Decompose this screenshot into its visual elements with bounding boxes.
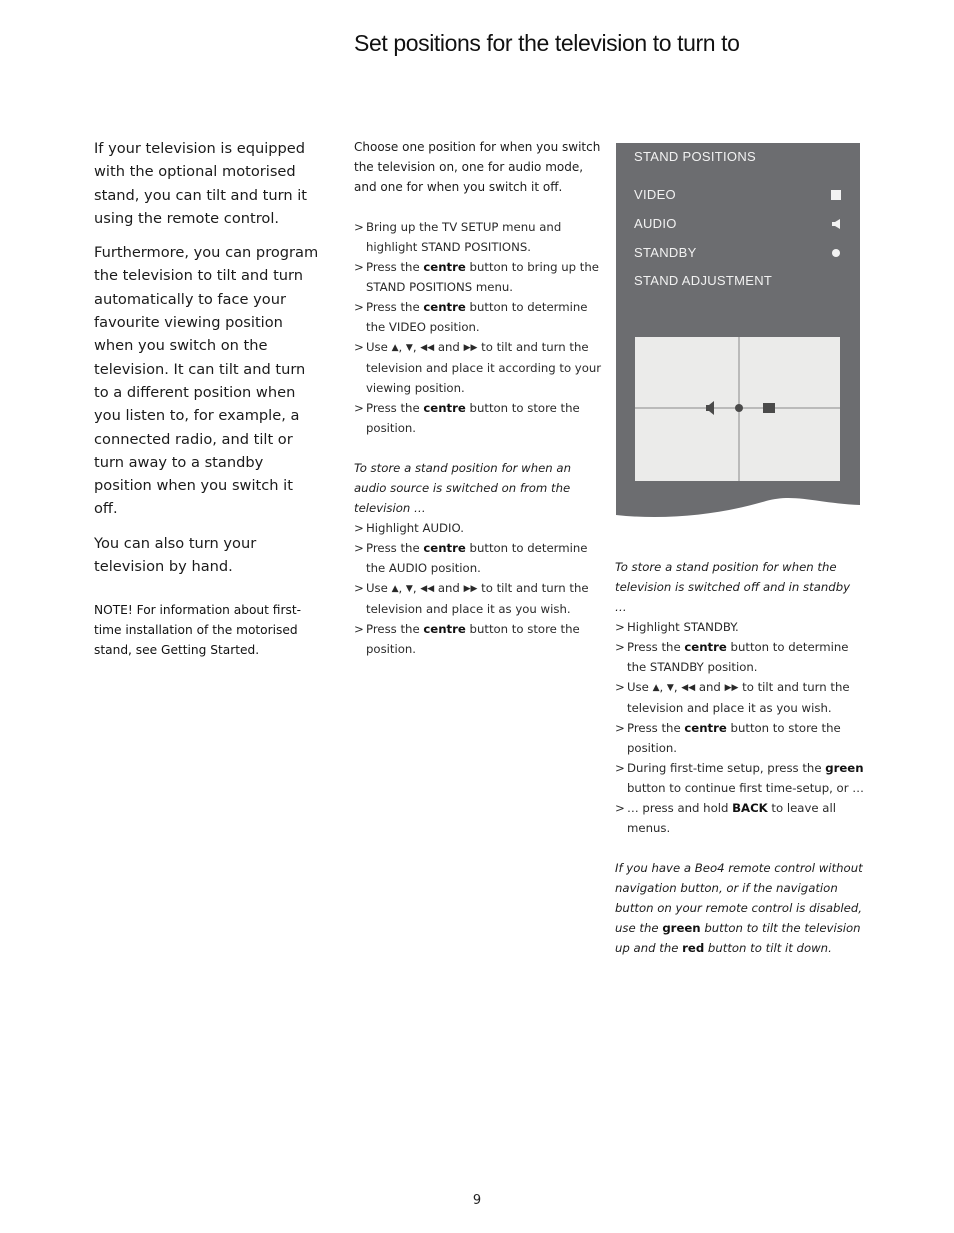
- menu-item-stand-adjustment[interactable]: [634, 273, 842, 293]
- step-text: Press the: [366, 541, 424, 555]
- list-item: > Use ▲, ▼, ◀◀ and ▶▶ to tilt and turn the television and place it as you wish.: [354, 578, 604, 619]
- button-name: centre: [423, 260, 466, 274]
- list-item: [354, 619, 604, 659]
- step-text: Use: [627, 680, 649, 694]
- note-text: button to tilt it down.: [704, 941, 832, 955]
- step-text: Press the: [366, 622, 424, 636]
- step-text: button to bring up the STAND POSITIONS menu.: [366, 260, 599, 294]
- button-name: centre: [423, 401, 466, 415]
- dot-icon: [830, 247, 842, 262]
- arrow-up-icon: ▲: [391, 343, 399, 353]
- step-text: to tilt and turn the television and place it according to your viewing position.: [366, 340, 602, 395]
- note-text: button to tilt the television up and the: [615, 921, 861, 955]
- step-text: Press the: [366, 260, 424, 274]
- step-text: to tilt and turn the television and place it as you wish.: [627, 680, 850, 715]
- step-text: button to determine the VIDEO position.: [366, 300, 588, 334]
- list-item: [615, 637, 865, 677]
- list-item: [615, 798, 865, 838]
- standby-heading: To store a stand position for when the television is switched off and in standby …: [615, 560, 851, 614]
- menu-item-label: STAND ADJUSTMENT: [634, 273, 773, 288]
- step-text: Bring up the TV SETUP menu and highlight STAND POSITIONS.: [366, 220, 562, 254]
- page-number: 9: [472, 1193, 482, 1208]
- step-text: … press and hold: [627, 801, 733, 815]
- audio-steps-list: [354, 518, 604, 659]
- step-text: to leave all menus.: [627, 801, 836, 835]
- step-text: and: [698, 680, 721, 694]
- intro-column: [94, 137, 320, 660]
- menu-item-label: STANDBY: [634, 245, 697, 260]
- button-name: centre: [684, 640, 727, 654]
- video-steps-list: [354, 217, 604, 438]
- beo4-note: [615, 858, 865, 958]
- arrow-down-icon: ▼: [405, 343, 413, 353]
- step-text: Press the: [366, 401, 424, 415]
- menu-item-label: VIDEO: [634, 187, 676, 202]
- step-text: button to determine the AUDIO position.: [366, 541, 588, 575]
- button-name: green: [825, 761, 864, 775]
- list-item: > Use ▲, ▼, ◀◀ and ▶▶ to tilt and turn the television and place it according to your viewing position.: [354, 337, 604, 398]
- square-icon: [830, 189, 842, 204]
- step-text: During first-time setup, press the: [627, 761, 826, 775]
- arrow-down-icon: ▼: [666, 683, 674, 693]
- list-item: [615, 617, 865, 637]
- forward-icon: ▶▶: [463, 584, 478, 594]
- list-item: [354, 398, 604, 438]
- list-item: [354, 297, 604, 337]
- installation-note: NOTE! For information about first-time installation of the motorised stand, see Getting Started.: [94, 603, 301, 658]
- button-name: red: [682, 941, 705, 955]
- arrow-up-icon: ▲: [391, 584, 399, 594]
- intro-paragraph-2: Furthermore, you can program the television to tilt and turn automatically to face your favourite viewing position when you switch on the television. It can tilt and turn to a different position when you listen to, for example, a connected radio, and tilt or turn away to a standby position when you switch it off.: [94, 244, 319, 518]
- standby-steps-list: [615, 617, 865, 838]
- menu-item-label: AUDIO: [634, 216, 677, 231]
- list-item: [354, 518, 604, 538]
- step-text: Highlight AUDIO.: [366, 521, 464, 535]
- button-name: BACK: [732, 801, 768, 815]
- position-field: [635, 337, 840, 481]
- step-text: Use: [366, 581, 388, 595]
- list-item: > Use ▲, ▼, ◀◀ and ▶▶ to tilt and turn the television and place it as you wish.: [615, 677, 865, 718]
- stand-positions-menu: [616, 143, 860, 521]
- step-text: button to store the position.: [366, 401, 580, 435]
- button-name: centre: [423, 541, 466, 555]
- choose-positions-intro: Choose one position for when you switch the television on, one for audio mode, and one for when you switch it off.: [354, 140, 601, 194]
- square-icon: [763, 403, 775, 413]
- button-name: centre: [423, 622, 466, 636]
- rewind-icon: ◀◀: [420, 584, 435, 594]
- list-item: [354, 538, 604, 578]
- step-text: button to continue first time-setup, or …: [627, 781, 864, 795]
- intro-paragraph-3: You can also turn your television by hand.: [94, 534, 257, 576]
- rewind-icon: ◀◀: [681, 683, 696, 693]
- forward-icon: ▶▶: [724, 683, 739, 693]
- list-item: [354, 217, 604, 257]
- step-text: Use: [366, 340, 388, 354]
- menu-item-standby[interactable]: [634, 245, 842, 265]
- list-item: [615, 718, 865, 758]
- arrow-down-icon: ▼: [405, 584, 413, 594]
- note-text: If you have a Beo4 remote control without navigation button, or if the navigation button on your remote control is disabled, use the: [615, 861, 863, 935]
- step-text: Press the: [627, 640, 685, 654]
- step-text: button to store the position.: [627, 721, 841, 755]
- intro-paragraph-1: If your television is equipped with the optional motorised stand, you can tilt and turn it using the remote control.: [94, 140, 308, 227]
- step-text: and: [437, 340, 460, 354]
- speaker-icon: [830, 218, 842, 233]
- step-text: and: [437, 581, 460, 595]
- step-text: button to store the position.: [366, 622, 580, 656]
- arrow-up-icon: ▲: [652, 683, 660, 693]
- list-item: [354, 257, 604, 297]
- step-text: to tilt and turn the television and place it as you wish.: [366, 581, 589, 616]
- button-name: centre: [423, 300, 466, 314]
- instructions-column: [354, 137, 604, 659]
- dot-icon: [735, 404, 743, 412]
- menu-item-audio[interactable]: [634, 216, 842, 236]
- step-text: button to determine the STANDBY position.: [627, 640, 849, 674]
- list-item: [615, 758, 865, 798]
- step-text: Press the: [366, 300, 424, 314]
- step-text: Press the: [627, 721, 685, 735]
- button-name: centre: [684, 721, 727, 735]
- rewind-icon: ◀◀: [420, 343, 435, 353]
- step-text: Highlight STANDBY.: [627, 620, 739, 634]
- page-title: Set positions for the television to turn to: [354, 30, 740, 56]
- audio-heading: To store a stand position for when an audio source is switched on from the television …: [354, 461, 571, 515]
- standby-column: [615, 557, 865, 958]
- menu-title: STAND POSITIONS: [634, 149, 756, 164]
- forward-icon: ▶▶: [463, 343, 478, 353]
- menu-item-video[interactable]: [634, 187, 842, 207]
- button-name: green: [662, 921, 701, 935]
